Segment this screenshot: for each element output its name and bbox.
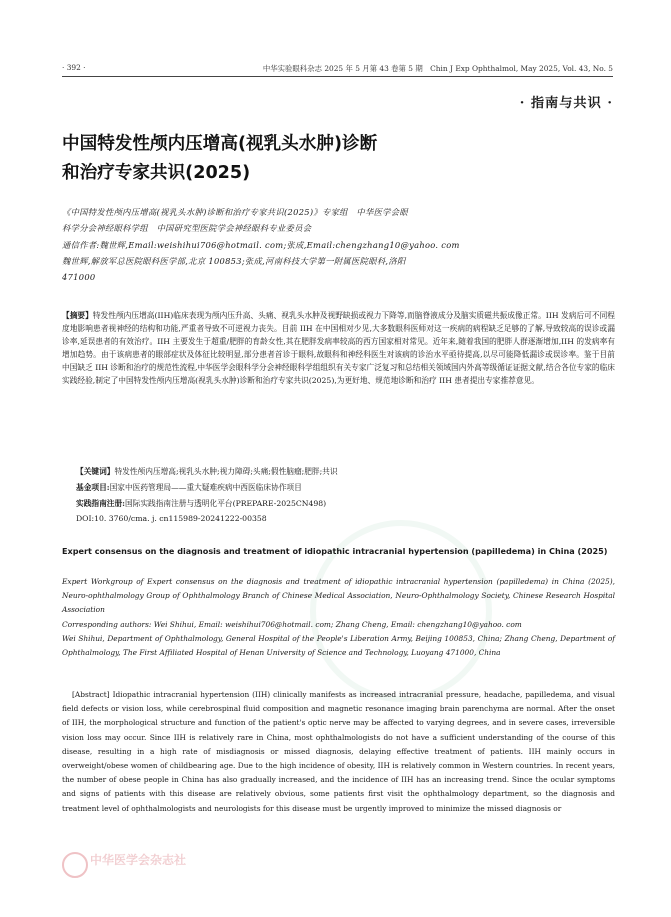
journal-running-header: 中华实验眼科杂志 2025 年 5 月第 43 卷第 5 期 Chin J Exp Ophthalmol, May 2025, Vol. 43, No. 5 <box>262 64 613 73</box>
english-abstract-label: [Abstract] <box>72 690 110 699</box>
english-corresponding: Corresponding authors: Wei Shihui, Email: weishihui706@hotmail. com; Zhang Cheng, Email: chengzhang10@yahoo. com <box>62 620 522 629</box>
doi: DOI:10. 3760/cma. j. cn115989-20241222-00358 <box>76 514 267 523</box>
affiliation-line-1: 魏世辉,解放军总医院眼科医学部,北京 100853;张成,河南科技大学第一附属医院眼科,洛阳 <box>62 256 406 266</box>
registration-zh-label: 实践指南注册: <box>76 499 125 508</box>
article-title-line-1: 中国特发性颅内压增高(视乳头水肿)诊断 <box>62 134 378 154</box>
watermark-text: 中华医学会杂志社 <box>90 853 187 867</box>
article-title-line-2: 和治疗专家共识(2025) <box>62 163 251 183</box>
keywords-zh-text: 特发性颅内压增高;视乳头水肿;视力障碍;头痛;假性脑瘤;肥胖;共识 <box>114 467 338 476</box>
authors-line-1: 《中国特发性颅内压增高(视乳头水肿)诊断和治疗专家共识(2025)》专家组 中华医学会眼 <box>62 207 408 217</box>
english-abstract-text: Idiopathic intracranial hypertension (IIH) clinically manifests as increased intracranial pressure, headache, papilledema, and visual field defects or vision loss, while cerebrospinal fluid composition and magnetic resonance imaging brain parenchyma are normal. After the onset of IIH, the morphological structure and function of the patient's optic nerve may be affected to varying degrees, and in severe cases, irreversible vision loss may occur. Since IIH is relatively rare in China, most ophthalmologists do not have a sufficient understanding of the course of this disease, resulting in a high rate of misdiagnosis or missed diagnosis, delaying effective treatment of patients. IIH mainly occurs in overweight/obese women of childbearing age. Due to the high incidence of obesity, IIH is relatively common in Western countries. In recent years, the number of obese people in China has also gradually increased, and the incidence of IIH has an increasing trend. Since the ocular symptoms and signs of patients with this disease are relatively obvious, some patients first visit the ophthalmology department, so the diagnosis and treatment level of ophthalmologists and neurologists for this disease must be urgently improved to minimize the missed diagnosis or <box>62 690 615 813</box>
corresponding-authors: 通信作者:魏世辉,Email:weishihui706@hotmail. com;张成,Email:chengzhang10@yahoo. com <box>62 240 460 250</box>
english-abstract <box>62 688 615 816</box>
registration-zh <box>76 498 616 509</box>
english-affiliation: Wei Shihui, Department of Ophthalmology, General Hospital of the People's Liberation Army, Beijing 100853, China; Zhang Cheng, Department of Ophthalmology, The First Affiliated Hospital of Henan University of Science and Technology, Luoyang 471000, China <box>62 634 615 658</box>
keywords-zh <box>76 466 616 477</box>
english-title: Expert consensus on the diagnosis and treatment of idiopathic intracranial hypertension (papilledema) in China (2025) <box>62 546 608 556</box>
english-workgroup: Expert Workgroup of Expert consensus on the diagnosis and treatment of idiopathic intracranial hypertension (papilledema) in China (2025), Neuro-ophthalmology Group of Ophthalmology Branch of Chinese Medical Association, Neuro-Ophthalmology Society, Chinese Research Hospital Association <box>62 577 615 615</box>
abstract-zh-text: 特发性颅内压增高(IIH)临床表现为颅内压升高、头痛、视乳头水肿及视野缺损或视力下降等,而脑脊液成分及脑实质磁共振成像正常。IIH 发病后可不同程度地影响患者视神经的结构和功能,严重者导致不可逆视力丧失。目前 IIH 在中国相对少见,大多数眼科医师对这一疾病的病程缺乏足够的了解,导致较高的误诊或漏诊率,延误患者的有效治疗。IIH 主要发生于超重/肥胖的育龄女性,其在肥胖发病率较高的西方国家相对常见。近年来,随着我国的肥胖人群逐渐增加,IIH 的发病率有增加趋势。由于该病患者的眼部症状及体征比较明显,部分患者首诊于眼科,故眼科和神经科医生对该病的诊治水平亟待提高,以尽可能降低漏诊或误诊率。鉴于目前中国缺乏 IIH 诊断和治疗的规范性流程,中华医学会眼科学分会神经眼科学组组织有关专家广泛复习和总结相关领域国内外高等级循证证据文献,结合各位专家的临床实践经验,制定了中国特发性颅内压增高(视乳头水肿)诊断和治疗专家共识(2025),为更好地、规范地诊断和治疗 IIH 患者提出专家推荐意见。 <box>62 311 615 386</box>
fund-zh-text: 国家中医药管理局——重大疑难疾病中西医临床协作项目 <box>109 483 302 492</box>
header-rule <box>62 76 613 77</box>
page-number: · 392 · <box>62 63 86 72</box>
abstract-zh-label: 【摘要】 <box>62 311 93 320</box>
journal-seal-icon <box>62 852 88 878</box>
keywords-zh-label: 【关键词】 <box>76 467 115 476</box>
fund-zh <box>76 482 616 493</box>
section-label: · 指南与共识 · <box>519 96 613 111</box>
affiliation-line-2: 471000 <box>62 272 96 282</box>
authors-line-2: 科学分会神经眼科学组 中国研究型医院学会神经眼科专业委员会 <box>62 223 312 233</box>
fund-zh-label: 基金项目: <box>76 483 110 492</box>
registration-zh-text: 国际实践指南注册与透明化平台(PREPARE-2025CN498) <box>124 499 327 508</box>
abstract-zh <box>62 309 615 388</box>
